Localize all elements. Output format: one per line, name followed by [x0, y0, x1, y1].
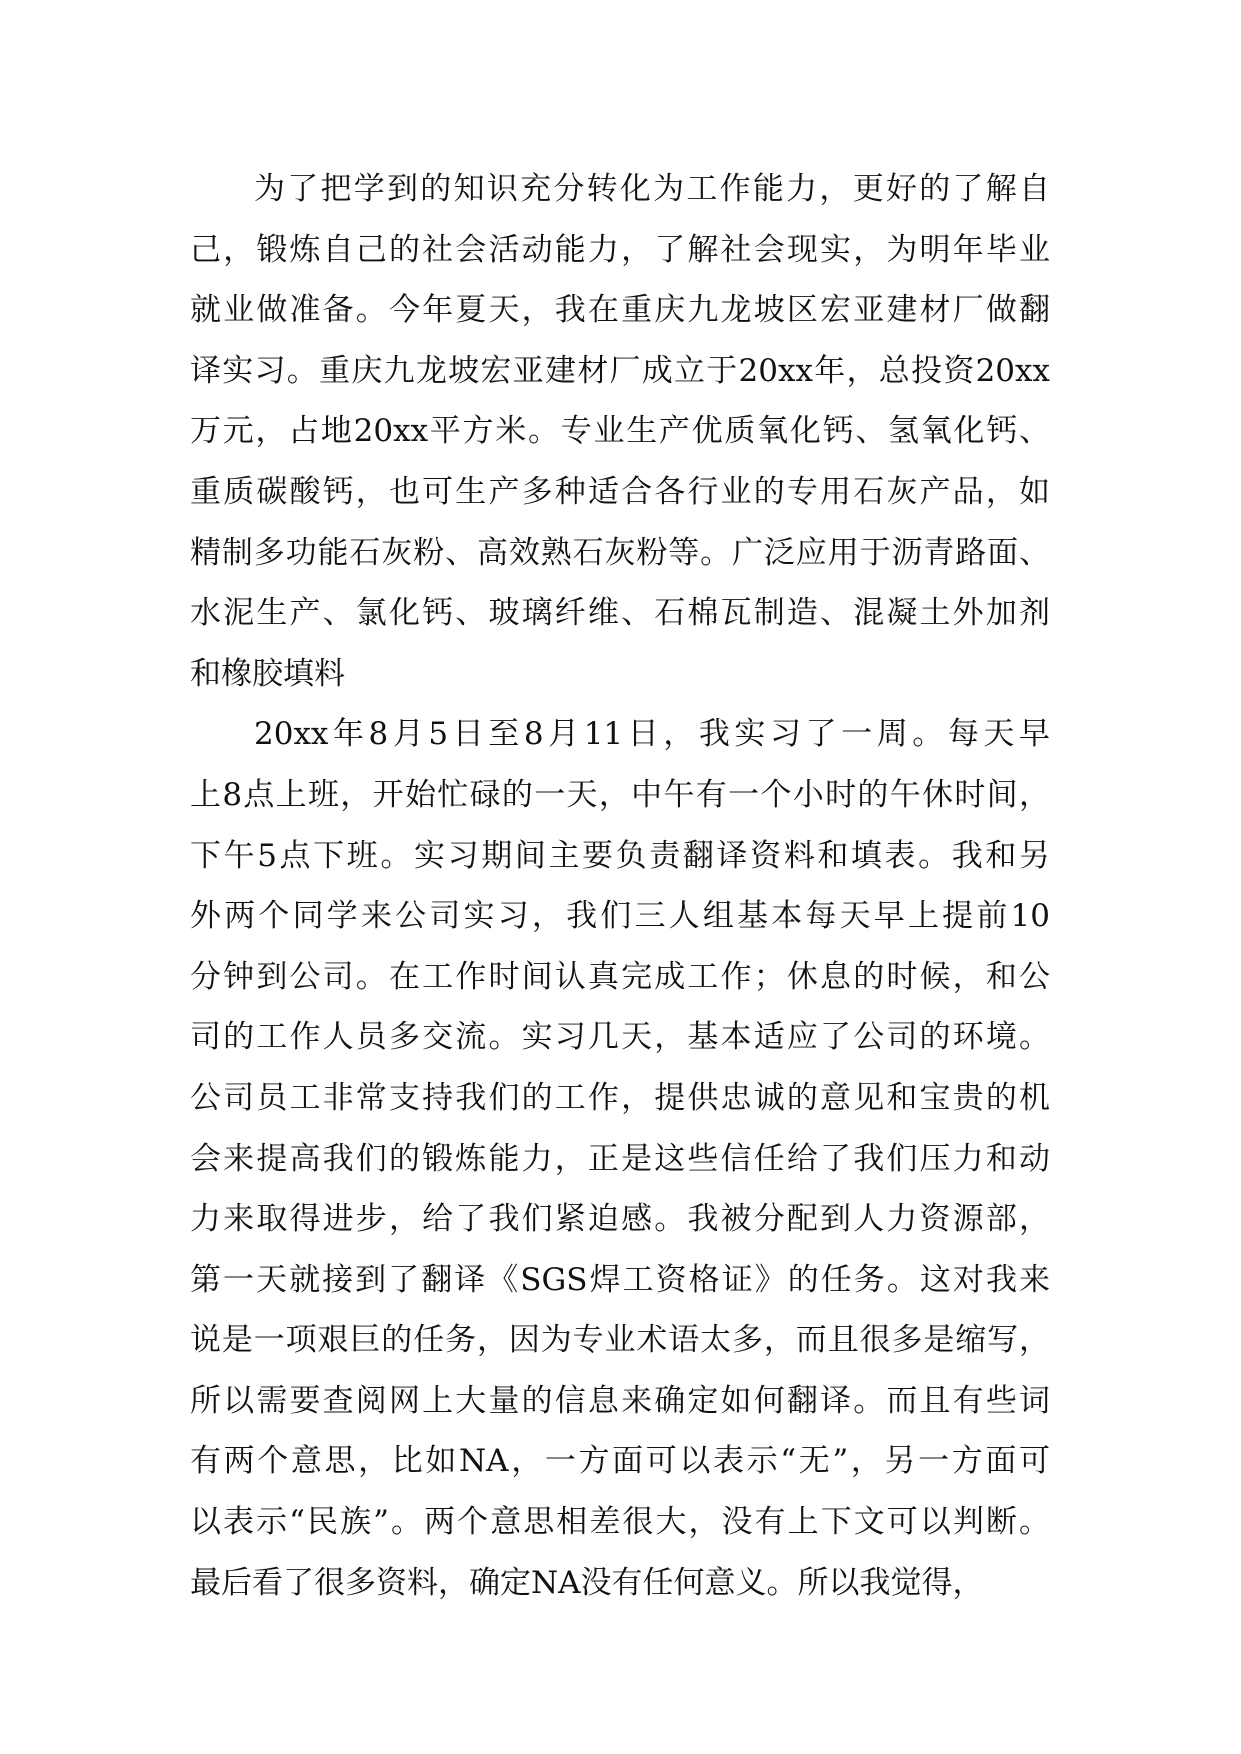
paragraph-line: 最后看了很多资料，确定NA没有任何意义。所以我觉得， [190, 1564, 984, 1601]
paragraph-line: 万元，占地20xx平方米。专业生产优质氧化钙、氢氧化钙、 [190, 413, 1050, 450]
paragraph-internship-week [190, 704, 1050, 1613]
paragraph-line: 力来取得进步，给了我们紧迫感。我被分配到人力资源部， [190, 1201, 1050, 1238]
paragraph-line: 为了把学到的知识充分转化为工作能力，更好的了解自 [254, 171, 1050, 207]
paragraph-line: 第一天就接到了翻译《SGS焊工资格证》的任务。这对我来 [190, 1261, 1050, 1298]
paragraph-line: 所以需要查阅网上大量的信息来确定如何翻译。而且有些词 [190, 1382, 1050, 1419]
paragraph-line: 下午5点下班。实习期间主要负责翻译资料和填表。我和另 [190, 837, 1050, 874]
paragraph-line: 以表示“民族”。两个意思相差很大，没有上下文可以判断。 [190, 1504, 1050, 1541]
paragraph-line: 就业做准备。今年夏天，我在重庆九龙坡区宏亚建材厂做翻 [190, 292, 1050, 329]
paragraph-line: 己，锻炼自己的社会活动能力，了解社会现实，为明年毕业 [190, 231, 1050, 268]
paragraph-line: 和橡胶填料 [190, 655, 345, 692]
paragraph-line: 分钟到公司。在工作时间认真完成工作；休息的时候，和公 [190, 958, 1050, 995]
paragraph-line: 20xx年8月5日至8月11日，我实习了一周。每天早 [254, 716, 1050, 753]
paragraph-line: 水泥生产、氯化钙、玻璃纤维、石棉瓦制造、混凝土外加剂 [190, 595, 1050, 632]
document-body [190, 159, 1050, 1613]
paragraph-line: 精制多功能石灰粉、高效熟石灰粉等。广泛应用于沥青路面、 [190, 534, 1050, 571]
paragraph-line: 上8点上班，开始忙碌的一天，中午有一个小时的午休时间， [190, 776, 1050, 813]
paragraph-line: 会来提高我们的锻炼能力，正是这些信任给了我们压力和动 [190, 1140, 1050, 1177]
paragraph-line: 说是一项艰巨的任务，因为专业术语太多，而且很多是缩写， [190, 1322, 1050, 1359]
paragraph-line: 司的工作人员多交流。实习几天，基本适应了公司的环境。 [190, 1019, 1050, 1056]
paragraph-line: 有两个意思，比如NA，一方面可以表示“无”，另一方面可 [190, 1443, 1050, 1480]
paragraph-line: 公司员工非常支持我们的工作，提供忠诚的意见和宝贵的机 [190, 1079, 1050, 1116]
paragraph-line: 译实习。重庆九龙坡宏亚建材厂成立于20xx年，总投资20xx [190, 352, 1050, 389]
paragraph-internship-intro [190, 159, 1050, 704]
paragraph-line: 重质碳酸钙，也可生产多种适合各行业的专用石灰产品，如 [190, 473, 1050, 510]
paragraph-line: 外两个同学来公司实习，我们三人组基本每天早上提前10 [190, 898, 1050, 935]
